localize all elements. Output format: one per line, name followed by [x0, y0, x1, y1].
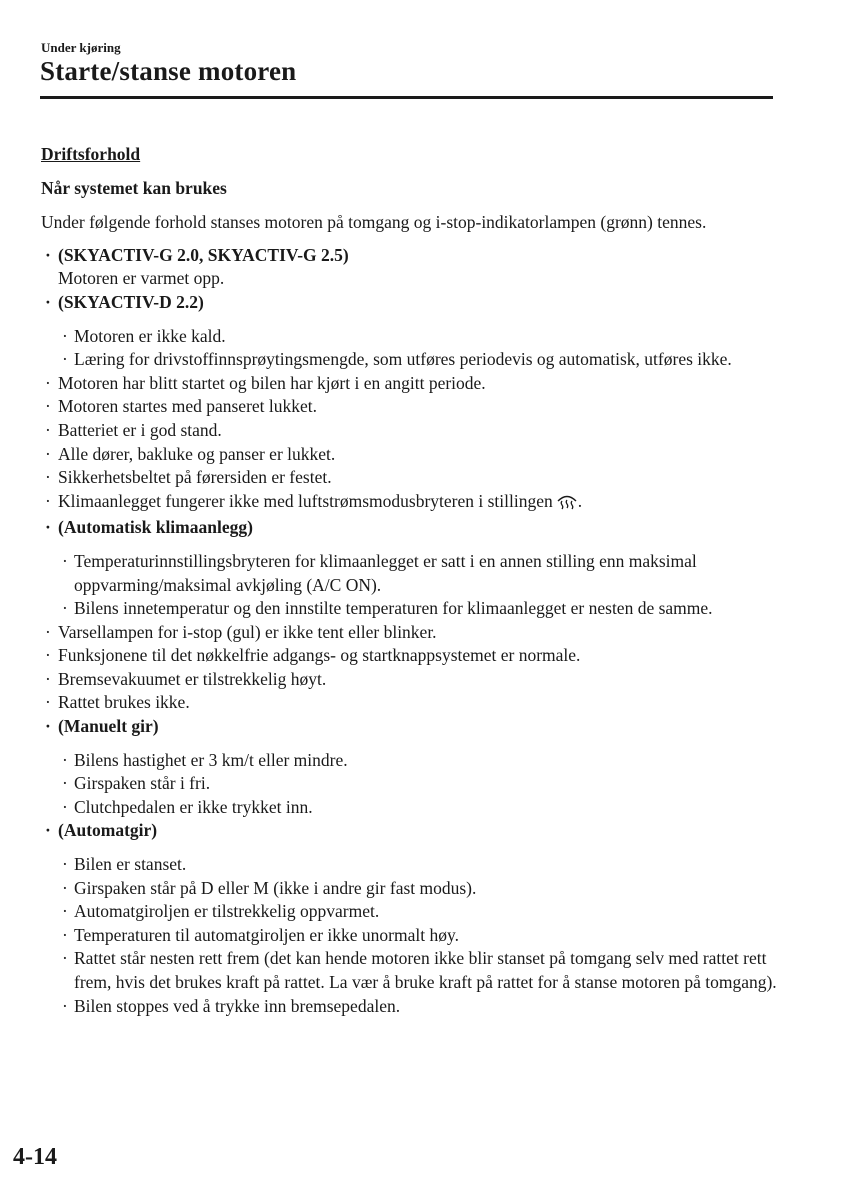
sub-heading: Når systemet kan brukes — [41, 177, 227, 198]
sub-list-item-text: Girspaken står på D eller M (ikke i andre gir fast modus). — [74, 877, 477, 898]
sub-list-item: · Automatgiroljen er tilstrekkelig oppvarmet. — [62, 901, 380, 922]
list-item-text: Varsellampen for i-stop (gul) er ikke tent eller blinker. — [58, 621, 437, 642]
list-item: · Klimaanlegget fungerer ikke med luftstrømsmodusbryteren i stillingen . — [41, 490, 781, 517]
list-item-text: (Manuelt gir) — [58, 716, 159, 737]
list-item: · Sikkerhetsbeltet på førersiden er festet. — [45, 467, 332, 488]
section-heading: Driftsforhold — [41, 144, 141, 164]
sub-list-item: · Girspaken står på D eller M (ikke i andre gir fast modus). — [62, 877, 477, 898]
list-item: · (Manuelt gir) — [45, 716, 159, 737]
list-item-text: Batteriet er i god stand. — [58, 419, 222, 440]
page-content — [41, 143, 781, 1018]
sub-list-item: · Motoren er ikke kald. — [62, 325, 226, 346]
list-item-text: Bremsevakuumet er tilstrekkelig høyt. — [58, 668, 327, 689]
sub-list-item-text: Temperaturen til automatgiroljen er ikke unormalt høy. — [74, 924, 459, 945]
list-item: · Batteriet er i god stand. — [45, 419, 222, 440]
list-item-text: Motoren har blitt startet og bilen har kjørt i en angitt periode. — [58, 372, 486, 393]
sub-list-item: · Girspaken står i fri. — [62, 773, 211, 794]
list-item: · (SKYACTIV-D 2.2) — [45, 291, 204, 312]
list-item-period: . — [577, 490, 583, 511]
list-item: · (Automatgir) — [45, 820, 158, 841]
sub-list-item: · Bilen er stanset. — [62, 854, 187, 875]
sub-list-item-text: Girspaken står i fri. — [74, 773, 211, 794]
list-item-text: (SKYACTIV-G 2.0, SKYACTIV-G 2.5) — [58, 244, 349, 265]
sub-list-item: · Rattet står nesten rett frem (det kan hende motoren ikke blir stanset på tomgang selv med rattet rett frem, hvis det brukes kraft på rattet. La vær å bruke kraft på rattet for å stanse motoren på tomgang). — [62, 948, 777, 992]
windshield-defroster-icon — [556, 492, 578, 517]
list-item-text: (Automatisk klimaanlegg) — [58, 517, 253, 538]
list-item-text: (Automatgir) — [58, 820, 158, 841]
sub-list-item-text: Bilen stoppes ved å trykke inn bremsepedalen. — [74, 995, 401, 1016]
sub-list-item-text: Bilens innetemperatur og den innstilte temperaturen for klimaanlegget er nesten de samme. — [74, 598, 713, 619]
sub-list-item-text: Motoren er ikke kald. — [74, 325, 226, 346]
header-divider — [40, 96, 773, 99]
sub-list-item-text: Clutchpedalen er ikke trykket inn. — [74, 796, 313, 817]
list-item-text: Motoren startes med panseret lukket. — [58, 396, 318, 417]
list-item-continuation: Motoren er varmet opp. — [58, 268, 225, 289]
list-item-text: Funksjonene til det nøkkelfrie adgangs- og startknappsystemet er normale. — [58, 645, 581, 666]
list-item: · (Automatisk klimaanlegg) — [45, 517, 253, 538]
list-item-text: Klimaanlegget fungerer ikke med luftstrømsmodusbryteren i stillingen — [58, 490, 553, 511]
sub-list-item: · Temperaturinnstillingsbryteren for klimaanlegget er satt i en annen stilling enn maksimal oppvarming/maksimal avkjøling (A/C ON). — [62, 550, 697, 595]
sub-list-item-text: Rattet står nesten rett frem (det kan hende motoren ikke blir stanset på tomgang selv med rattet rett frem, hvis det brukes kraft på rattet. La vær å bruke kraft på rattet for å stanse motoren på tomgang). — [74, 948, 777, 992]
section-label: Under kjøring — [41, 40, 121, 55]
list-item-text: Rattet brukes ikke. — [58, 692, 190, 713]
page-number: 4-14 — [13, 1144, 57, 1170]
page-title: Starte/stanse motoren — [40, 56, 297, 86]
sub-list-item-text: Temperaturinnstillingsbryteren for klimaanlegget er satt i en annen stilling enn maksimal oppvarming/maksimal avkjøling (A/C ON). — [74, 550, 697, 595]
list-item: · Bremsevakuumet er tilstrekkelig høyt. — [45, 668, 327, 689]
sub-list-item: · Bilens hastighet er 3 km/t eller mindre. — [62, 749, 348, 770]
list-item-text: (SKYACTIV-D 2.2) — [58, 291, 204, 312]
sub-list-item: · Bilen stoppes ved å trykke inn bremsepedalen. — [62, 995, 401, 1016]
sub-list-item: · Clutchpedalen er ikke trykket inn. — [62, 796, 313, 817]
list-item-text: Alle dører, bakluke og panser er lukket. — [58, 443, 336, 464]
intro-paragraph: Under følgende forhold stanses motoren på tomgang og i-stop-indikatorlampen (grønn) tennes. — [41, 212, 707, 233]
list-item-text: Sikkerhetsbeltet på førersiden er festet. — [58, 467, 332, 488]
sub-list-item: · Bilens innetemperatur og den innstilte temperaturen for klimaanlegget er nesten de samme. — [62, 598, 713, 619]
sub-list-item: · Temperaturen til automatgiroljen er ikke unormalt høy. — [62, 924, 459, 945]
list-item: · Rattet brukes ikke. — [45, 692, 190, 713]
list-item: · Funksjonene til det nøkkelfrie adgangs- og startknappsystemet er normale. — [45, 645, 581, 666]
list-item: · Motoren startes med panseret lukket. — [45, 396, 318, 417]
list-item: · Varsellampen for i-stop (gul) er ikke tent eller blinker. — [45, 621, 437, 642]
sub-list-item-text: Bilens hastighet er 3 km/t eller mindre. — [74, 749, 348, 770]
sub-list-item: · Læring for drivstoffinnsprøytingsmengde, som utføres periodevis og automatisk, utføres ikke. — [62, 349, 732, 370]
list-item: · Motoren har blitt startet og bilen har kjørt i en angitt periode. — [45, 372, 486, 393]
sub-list-item-text: Læring for drivstoffinnsprøytingsmengde, som utføres periodevis og automatisk, utføres ikke. — [74, 349, 732, 370]
list-item: · Alle dører, bakluke og panser er lukket. — [45, 443, 336, 464]
sub-list-item-text: Bilen er stanset. — [74, 854, 187, 875]
sub-list-item-text: Automatgiroljen er tilstrekkelig oppvarmet. — [74, 901, 380, 922]
list-item: · (SKYACTIV-G 2.0, SKYACTIV-G 2.5) — [45, 244, 349, 265]
